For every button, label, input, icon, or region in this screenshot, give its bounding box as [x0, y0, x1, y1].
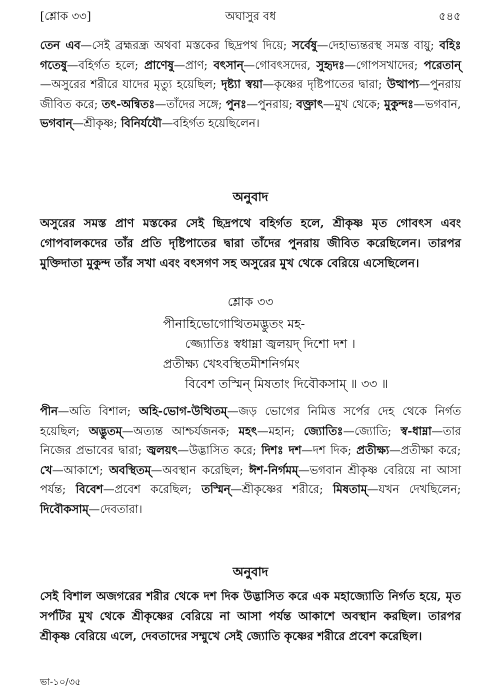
- sanskrit-word: পুনঃ: [225, 96, 247, 111]
- word-meaning: মহান;: [268, 423, 295, 438]
- translation-heading: অনুবাদ: [232, 189, 269, 204]
- sanskrit-word: বহিঃ গতেষু: [40, 38, 462, 72]
- word-meaning: পুনরায় জীবিত করে;: [40, 77, 461, 111]
- word-meaning: প্রতীক্ষা করে;: [400, 443, 461, 457]
- word-meaning: প্রাণ;: [185, 57, 208, 72]
- translation-text: অসুরের সমস্ত প্রাণ মস্তকের সেই ছিদ্রপথে বহির্গত হলে, শ্রীকৃষ্ণ মৃত গোবৎস এবং গোপবালকদের তাঁর প্রতি দৃষ্টিপাতের দ্বারা তাঁদের পুনরায় জীবিত করেছিলেন। তারপর মুক্তিদাতা মুকুন্দ তাঁর সখা এবং বৎসগণ সহ অসুরের মুখ থেকে বেরিয়ে এসেছিলেন।: [40, 216, 461, 270]
- sanskrit-word: বিনির্যযৌ: [120, 116, 162, 130]
- word-meaning: তার নিজের প্রভাবের দ্বারা;: [40, 423, 462, 457]
- word-meaning: কৃষ্ণের দৃষ্টিপাতের দ্বারা;: [274, 77, 383, 91]
- sanskrit-word: খে: [40, 462, 53, 477]
- translation-heading: অনুবাদ: [232, 564, 269, 579]
- sanskrit-word: বৎসান্: [213, 57, 244, 72]
- running-head-verse: [শ্লোক ৩৩]: [40, 9, 92, 23]
- word-meaning: সেই ব্রহ্মরন্ধ্র অথবা মস্তকের ছিদ্রপথ দিয়ে;: [91, 38, 287, 52]
- verse-line: বিবেশ তস্মিন্ মিষতাং দিবৌকসাম্ ॥ ৩৩ ॥: [185, 376, 389, 391]
- word-meaning: প্রবেশ করেছিল;: [114, 482, 192, 496]
- sanskrit-word: অবস্থিতম্: [109, 462, 151, 477]
- word-meaning: অত্যন্ত আশ্চর্যজনক;: [133, 423, 230, 438]
- word-meaning: গোবৎসদের,: [254, 57, 311, 72]
- word-meaning: অসুরের শরীরে যাদের মৃত্যু হয়েছিল;: [51, 77, 217, 91]
- word-meaning: অবস্থান করেছিল;: [162, 462, 244, 477]
- word-for-word-synonyms-2: পীন—অতি বিশাল; অহি-ভোগ-উত্থিতম্—জড় ভোগের নিমিত্ত সর্পের দেহ থেকে নির্গত হয়েছিল; অদ্ভুতম্—অত্যন্ত আশ্চর্যজনক; মহৎ—মহান; জ্যোতিঃ—জ্যোতি; স্ব-ধাম্না—তার নিজের প্রভাবের দ্বারা; জ্বলয়ৎ—উদ্ভাসিত করে; দিশঃ দশ—দশ দিক; প্রতীক্ষ্য—প্রতীক্ষা করে; খে—আকাশে; অবস্থিতম্—অবস্থান করেছিল; ঈশ-নির্গমম্—ভগবান শ্রীকৃষ্ণ বেরিয়ে না আসা পর্যন্ত; বিবেশ—প্রবেশ করেছিল; তস্মিন্—শ্রীকৃষ্ণের শরীরে; মিষতাম্—যখন দেখছিলেন; দিবৌকসাম্—দেবতারা।: [40, 404, 462, 516]
- sanskrit-word: সুহৃদঃ: [316, 57, 345, 72]
- word-meaning: গোপসখাদের;: [355, 57, 419, 72]
- word-meaning: দশ দিক;: [312, 443, 352, 457]
- word-meaning: উদ্ভাসিত করে;: [188, 443, 257, 457]
- sanskrit-word: বিবেশ: [75, 482, 104, 496]
- word-meaning: মুখ থেকে;: [334, 96, 381, 111]
- sanskrit-word: বক্ত্রাৎ: [296, 96, 324, 111]
- word-meaning: তাঁদের সঙ্গে;: [166, 96, 223, 111]
- sanskrit-word: তস্মিন্: [201, 482, 231, 496]
- word-meaning: জ্যোতি;: [354, 423, 392, 438]
- sanskrit-word: প্রতীক্ষ্য: [356, 443, 390, 457]
- translation-text: সেই বিশাল অজগরের শরীর থেকে দশ দিক উদ্ভাসিত করে এক মহাজ্যোতি নির্গত হয়ে, মৃত সর্পটির মুখ থেকে শ্রীকৃষ্ণের বেরিয়ে না আসা পর্যন্ত আকাশে অবস্থান করছিল। তারপর শ্রীকৃষ্ণ বেরিয়ে এলে, দেবতাদের সম্মুখে সেই জ্যোতি কৃষ্ণের শরীরে প্রবেশ করেছিল।: [40, 589, 461, 643]
- verse-line: জ্জ্যোতিঃ স্বধাম্না জ্বলয়দ্ দিশো দশ ।: [185, 336, 356, 351]
- word-for-word-synonyms-1: তেন এব—সেই ব্রহ্মরন্ধ্র অথবা মস্তকের ছিদ্রপথ দিয়ে; সর্বেষু—দেহাভ্যন্তরস্থ সমস্ত বায়ু; বহিঃ গতেষু—বহির্গত হলে; প্রাণেষু—প্রাণ; বৎসান্—গোবৎসদের, সুহৃদঃ—গোপসখাদের; পরেতান্—অসুরের শরীরে যাদের মৃত্যু হয়েছিল; দৃষ্ট্যা স্বয়া—কৃষ্ণের দৃষ্টিপাতের দ্বারা; উত্থাপ্য—পুনরায় জীবিত করে; তৎ-অন্বিতঃ—তাঁদের সঙ্গে; পুনঃ—পুনরায়; বক্ত্রাৎ—মুখ থেকে; মুকুন্দঃ—ভগবান, ভগবান্—শ্রীকৃষ্ণ; বিনির্যযৌ—বহির্গত হয়েছিলেন।: [40, 38, 462, 130]
- signature-mark: ভা-১০/৩৫: [40, 677, 81, 688]
- word-meaning: যখন দেখছিলেন;: [378, 482, 462, 496]
- sanskrit-word: অহি-ভোগ-উত্থিতম্: [138, 404, 228, 418]
- word-meaning: জড় ভোগের নিমিত্ত সর্পের দেহ থেকে নির্গত হয়েছিল;: [40, 404, 461, 438]
- page-header: [40, 8, 461, 28]
- sanskrit-word: ভগবান্: [40, 116, 73, 130]
- sanskrit-word: জ্বলয়ৎ: [146, 443, 178, 457]
- sanskrit-word: মিষতাম্: [332, 482, 368, 496]
- word-meaning: শ্রীকৃষ্ণ;: [83, 116, 118, 130]
- sanskrit-word: প্রাণেষু: [144, 57, 174, 72]
- word-meaning: শ্রীকৃষ্ণের শরীরে;: [241, 482, 324, 496]
- chapter-title: অঘাসুর বধ: [225, 9, 276, 23]
- word-meaning: দেবতারা।: [99, 501, 143, 516]
- sanskrit-word: মুকুন্দঃ: [384, 96, 414, 111]
- word-meaning: পুনরায়;: [257, 96, 293, 111]
- sanskrit-word: সর্বেষু: [292, 38, 317, 52]
- verse-number: শ্লোক ৩৩: [227, 294, 274, 309]
- sanskrit-word: দৃষ্ট্যা স্বয়া: [221, 77, 263, 91]
- sanskrit-word: তেন এব: [40, 38, 81, 52]
- sanskrit-word: ঈশ-নির্গমম্: [249, 462, 299, 477]
- word-meaning: দেহাভ্যন্তরস্থ সমস্ত বায়ু;: [328, 38, 435, 52]
- word-meaning: অতি বিশাল;: [69, 404, 131, 418]
- sanskrit-word: অদ্ভুতম্: [88, 423, 122, 438]
- sanskrit-word: জ্যোতিঃ: [303, 423, 344, 438]
- sanskrit-word: স্ব-ধাম্না: [400, 423, 432, 438]
- word-meaning: বহির্গত হলে;: [78, 57, 139, 72]
- word-meaning: আকাশে;: [63, 462, 104, 477]
- verse-line: প্রতীক্ষ্য খেঽবস্থিতমীশনির্গমং: [163, 356, 300, 371]
- sanskrit-word: উত্থাপ্য: [386, 77, 419, 91]
- sanskrit-word: দিশঃ দশ: [261, 443, 302, 457]
- sanskrit-word: মহৎ: [238, 423, 258, 438]
- word-meaning: বহির্গত হয়েছিলেন।: [173, 116, 260, 130]
- page-number: ৫৪৫: [438, 9, 461, 23]
- word-meaning: ভগবান শ্রীকৃষ্ণ বেরিয়ে না আসা পর্যন্ত;: [40, 462, 461, 496]
- verse-line: পীনাহিভোগোত্থিতমদ্ভুতং মহ-: [163, 316, 305, 331]
- sanskrit-word: তৎ-অন্বিতঃ: [101, 96, 155, 111]
- sanskrit-word: দিবৌকসাম্: [40, 501, 89, 516]
- sanskrit-word: পীন: [40, 404, 58, 418]
- sanskrit-word: পরেতান্: [423, 57, 461, 72]
- word-meaning: ভগবান,: [425, 96, 462, 111]
